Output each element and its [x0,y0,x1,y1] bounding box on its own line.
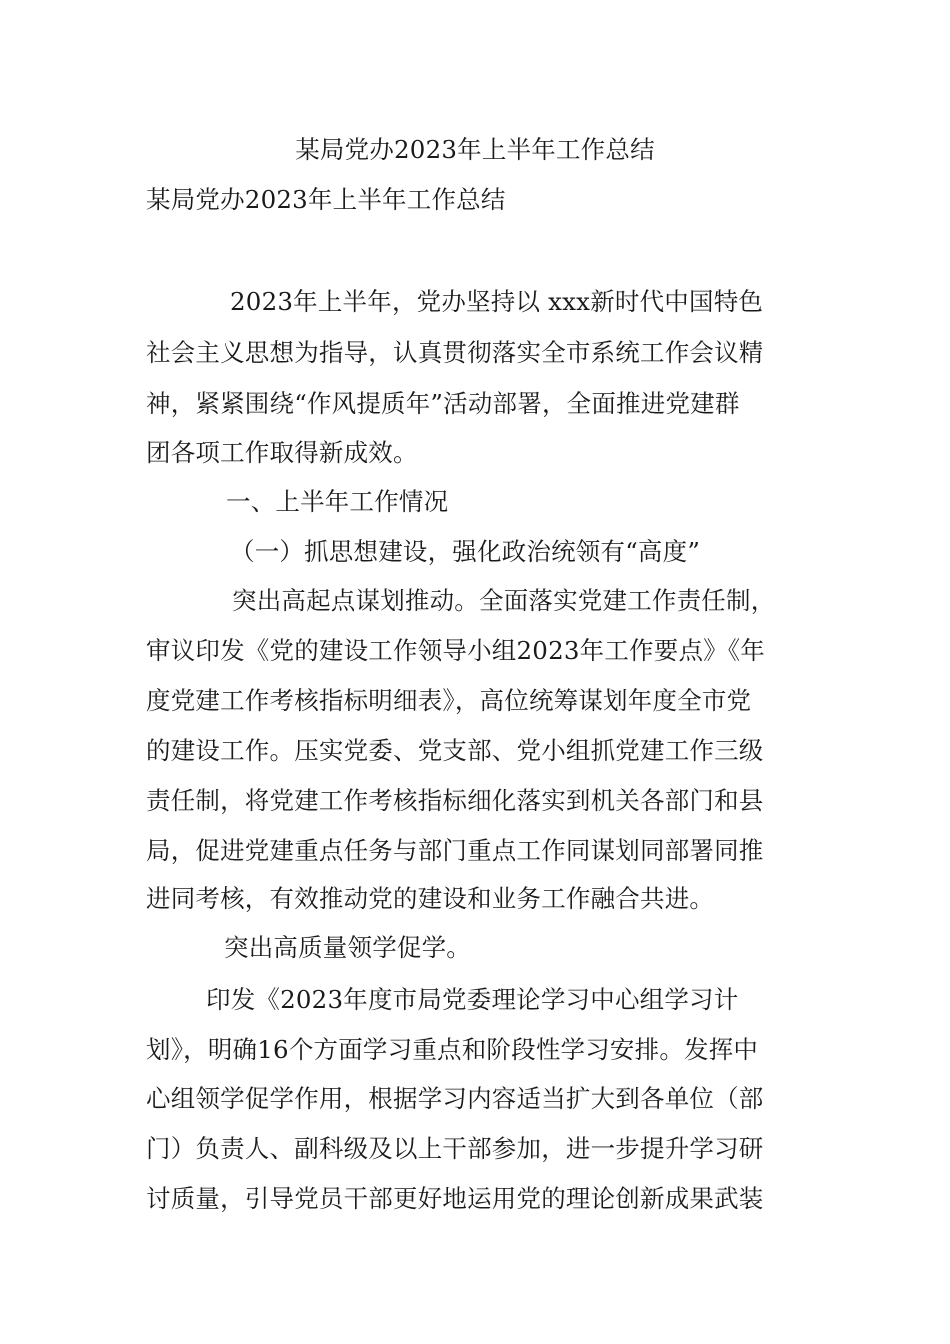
subsection-heading: （一）抓思想建设，强化政治统领有“高度” [230,537,701,566]
para3-line-1: 印发《2023年度市局党委理论学习中心组学习计 [206,985,739,1014]
para1-line-4: 的建设工作。压实党委、党支部、党小组抓党建工作三级 [146,736,764,765]
para1-line-3: 度党建工作考核指标明细表》，高位统筹谋划年度全市党 [146,686,752,715]
para2-heading: 突出高质量领学促学。 [224,933,471,962]
para1-line-7: 进同考核，有效推动党的建设和业务工作融合共进。 [146,884,715,913]
para1-line-5: 责任制，将党建工作考核指标细化落实到机关各部门和县 [146,786,764,815]
intro-line-3: 神，紧紧围绕“作风提质年”活动部署，全面推进党建群 [146,389,740,418]
para1-line-1: 突出高起点谋划推动。全面落实党建工作责任制， [232,586,776,615]
document-title: 某局党办2023年上半年工作总结 [295,135,655,164]
para1-line-2: 审议印发《党的建设工作领导小组2023年工作要点》《年 [146,636,765,665]
document-subtitle: 某局党办2023年上半年工作总结 [146,185,506,214]
para3-line-3: 心组领学促学作用，根据学习内容适当扩大到各单位（部 [146,1084,764,1113]
section-heading: 一、上半年工作情况 [226,487,449,516]
intro-line-2: 社会主义思想为指导，认真贯彻落实全市系统工作会议精 [146,338,764,367]
para3-line-5: 讨质量，引导党员干部更好地运用党的理论创新成果武装 [146,1184,764,1213]
intro-line-4: 团各项工作取得新成效。 [146,438,418,467]
intro-line-1: 2023年上半年，党办坚持以 xxx新时代中国特色 [230,287,764,316]
para1-line-6: 局，促进党建重点任务与部门重点工作同谋划同部署同推 [146,836,764,865]
para3-line-2: 划》，明确16个方面学习重点和阶段性学习安排。发挥中 [146,1035,759,1064]
para3-line-4: 门）负责人、副科级及以上干部参加，进一步提升学习研 [146,1134,764,1163]
